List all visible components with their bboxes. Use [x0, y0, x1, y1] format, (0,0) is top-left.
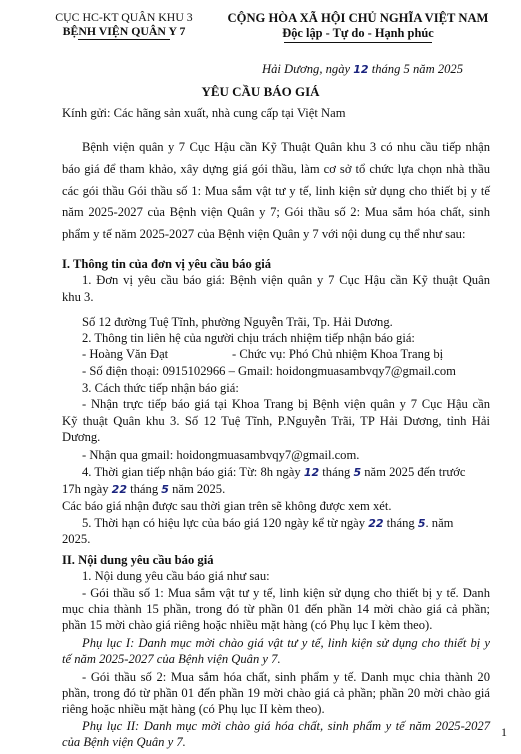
item4b-text: 17h ngày: [62, 482, 112, 496]
item4-month-label: tháng: [319, 465, 354, 479]
organization-header: [34, 10, 214, 38]
section1-item1-cont: khu 3.: [62, 290, 94, 304]
appendix2-line-2: của Bệnh viện Quân y 7.: [62, 735, 186, 749]
item5-text: 5. Thời hạn có hiệu lực của báo giá 120 ngày kể từ ngày: [82, 516, 369, 530]
item4b-text-end: năm 2025.: [168, 482, 226, 496]
section1-item5: [82, 516, 453, 531]
late-submission-note: Các báo giá nhận được sau thời gian trên sẽ không được xem xét.: [62, 499, 392, 513]
document-title: YÊU CẦU BÁO GIÁ: [201, 84, 320, 99]
intro-line-1: Bệnh viện quân y 7 Cục Hậu cần Kỹ Thuật Quân khu 3 có nhu cầu tiếp nhận: [82, 140, 490, 154]
item5-month-label: tháng: [383, 516, 418, 530]
section2-item1: 1. Nội dung yêu cầu báo giá như sau:: [82, 569, 270, 583]
intro-line-5: phẩm y tế năm 2025-2027 của Bệnh viện Quân y 7 với nội dung cụ thể như sau:: [62, 227, 466, 241]
item5-text-end: . năm: [425, 516, 454, 530]
section1-item4: [82, 465, 466, 480]
page-number: 1: [501, 725, 507, 739]
section1-heading: I. Thông tin của đơn vị yêu cầu báo giá: [62, 257, 271, 271]
package2-line-1: - Gói thầu số 2: Mua sắm hóa chất, sinh phẩm y tế. Danh mục chia thành 20: [82, 670, 490, 684]
appendix2-line-1: Phụ lục II: Danh mục mời chào giá hóa chất, sinh phẩm y tế năm 2025-2027: [82, 719, 490, 733]
motto: Độc lập - Tự do - Hạnh phúc: [282, 26, 434, 40]
recipient-line: Kính gửi: Các hãng sản xuất, nhà cung cấp tại Việt Nam: [62, 106, 346, 120]
package1-line-3: phần 15 mời chào giá riêng hoặc nhiều mặt hàng (có Phụ lục I kèm theo).: [62, 618, 433, 632]
appendix1-line-2: tế năm 2025-2027 của Bệnh viện Quân y 7.: [62, 652, 281, 666]
item4-text: 4. Thời gian tiếp nhận báo giá: Từ: 8h ngày: [82, 465, 304, 479]
package1-line-1: - Gói thầu số 1: Mua sắm vật tư y tế, linh kiện sử dụng cho thiết bị y tế. Danh: [82, 586, 490, 600]
org-name: BỆNH VIỆN QUÂN Y 7: [62, 24, 186, 38]
email-receipt: - Nhận qua gmail: hoidongmuasambvqy7@gmail.com.: [82, 448, 360, 462]
motto-underline: [284, 42, 432, 43]
item4-text-end: năm 2025 đến trước: [361, 465, 466, 479]
section1-address: Số 12 đường Tuệ Tĩnh, phường Nguyễn Trãi, Tp. Hải Dương.: [82, 315, 393, 329]
handwritten-start-month: 5: [353, 466, 362, 479]
handwritten-start-day: 12: [303, 466, 320, 479]
direct-receipt-2: Kỹ thuật Quân khu 3. Số 12 Tuệ Tĩnh, P.Nguyễn Trãi, TP Hải Dương, tỉnh Hải: [62, 414, 490, 428]
intro-line-3: các gói thầu Gói thầu số 1: Mua sắm vật tư y tế, linh kiện sử dụng cho thiết bị y tế: [62, 184, 490, 198]
direct-receipt-1: - Nhận trực tiếp báo giá tại Khoa Trang bị Bệnh viện quân y 7 Cục Hậu cần: [82, 397, 490, 411]
section2-heading: II. Nội dung yêu cầu báo giá: [62, 553, 214, 567]
contact-phone-email: - Số điện thoại: 0915102966 – Gmail: hoidongmuasambvqy7@gmail.com: [82, 364, 456, 378]
section1-item1: 1. Đơn vị yêu cầu báo giá: Bệnh viện quân y 7 Cục Hậu cần Kỹ thuật Quân: [82, 273, 490, 287]
intro-line-2: báo giá để tham khảo, xây dựng giá gói thầu, làm cơ sở tổ chức lựa chọn nhà thầu: [62, 162, 490, 176]
section1-item4-cont: [62, 482, 225, 497]
handwritten-day: 12: [353, 63, 369, 76]
package2-line-3: riêng hoặc nhiều mặt hàng (có Phụ lục II kèm theo).: [62, 702, 325, 716]
handwritten-valid-day: 22: [368, 517, 384, 530]
section1-item3: 3. Cách thức tiếp nhận báo giá:: [82, 381, 239, 395]
direct-receipt-3: Dương.: [62, 430, 101, 444]
org-parent: CỤC HC-KT QUÂN KHU 3: [55, 10, 193, 24]
contact-role: - Chức vụ: Phó Chủ nhiệm Khoa Trang bị: [232, 347, 444, 361]
document-date: [262, 62, 463, 77]
appendix1-line-1: Phụ lục I: Danh mục mời chào giá vật tư y tế, linh kiện sử dụng cho thiết bị y: [82, 636, 490, 650]
contact-name: - Hoàng Văn Đạt: [82, 347, 169, 361]
date-prefix: Hải Dương, ngày: [262, 62, 354, 76]
handwritten-valid-month: 5: [417, 517, 426, 530]
nation-title: CỘNG HÒA XÃ HỘI CHỦ NGHĨA VIỆT NAM: [227, 11, 489, 25]
national-header: [208, 10, 508, 43]
handwritten-end-day: 22: [111, 483, 127, 496]
section1-item5-cont: 2025.: [62, 532, 91, 546]
handwritten-end-month: 5: [161, 483, 169, 496]
date-suffix: tháng 5 năm 2025: [368, 62, 464, 76]
package1-line-2: mục chia thành 15 phần, trong đó từ phần 01 đến phần 14 mời chào giá cả phần;: [62, 602, 490, 616]
item4b-month-label: tháng: [126, 482, 162, 496]
section1-item2: 2. Thông tin liên hệ của người chịu trách nhiệm tiếp nhận báo giá:: [82, 331, 415, 345]
intro-line-4: năm 2025-2027 của Bệnh viện Quân y 7; Gói thầu số 2: Mua sắm hóa chất, sinh: [62, 205, 490, 219]
package2-line-2: phần, trong đó từ phần 01 đến phần 19 mời chào giá cả phần; phần 20 mời chào giá: [62, 686, 490, 700]
org-underline: [78, 39, 170, 40]
